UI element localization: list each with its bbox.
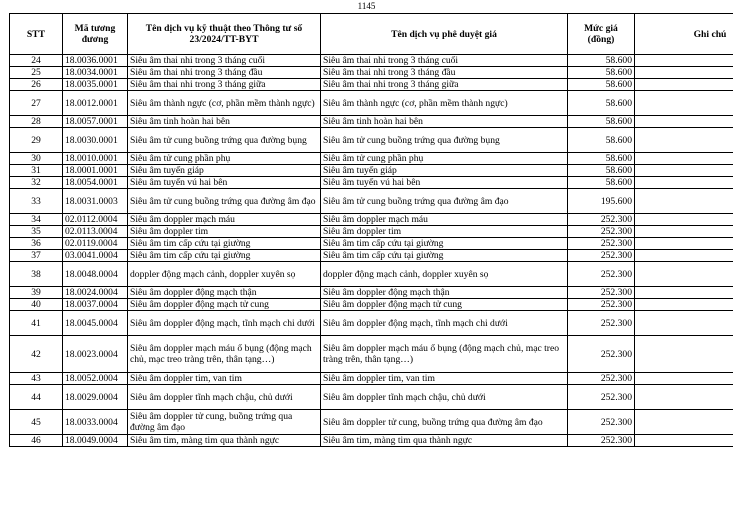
cell-service-name: Siêu âm doppler mạch máu ổ bụng (động mạch chủ, mạc treo tràng trên, thân tạng…): [128, 336, 321, 373]
cell-price: 252.300: [568, 311, 635, 336]
cell-approved-name: Siêu âm tinh hoàn hai bên: [321, 116, 568, 128]
header-code: Mã tương đương: [63, 14, 128, 55]
cell-stt: 27: [10, 91, 63, 116]
cell-code: 18.0052.0004: [63, 373, 128, 385]
cell-service-name: Siêu âm tinh hoàn hai bên: [128, 116, 321, 128]
table-row: [10, 128, 733, 153]
cell-price: 252.300: [568, 435, 635, 447]
table-row: [10, 385, 733, 410]
cell-price: 58.600: [568, 55, 635, 67]
cell-service-name: Siêu âm doppler mạch máu: [128, 214, 321, 226]
cell-code: 18.0030.0001: [63, 128, 128, 153]
cell-service-name: Siêu âm tim cấp cứu tại giường: [128, 238, 321, 250]
cell-note: [635, 262, 733, 287]
cell-note: [635, 128, 733, 153]
cell-code: 18.0054.0001: [63, 177, 128, 189]
cell-service-name: Siêu âm tim cấp cứu tại giường: [128, 250, 321, 262]
cell-price: 252.300: [568, 262, 635, 287]
table-row: [10, 153, 733, 165]
cell-stt: 38: [10, 262, 63, 287]
page-number: 1145: [357, 1, 376, 11]
cell-approved-name: Siêu âm doppler động mạch thận: [321, 287, 568, 299]
price-table: [9, 13, 733, 447]
cell-price: 252.300: [568, 299, 635, 311]
table-row: [10, 336, 733, 373]
cell-stt: 31: [10, 165, 63, 177]
cell-service-name: Siêu âm tử cung phần phụ: [128, 153, 321, 165]
table-row: [10, 373, 733, 385]
cell-note: [635, 214, 733, 226]
header-service-name: Tên dịch vụ kỹ thuật theo Thông tư số 23/2024/TT-BYT: [128, 14, 321, 55]
cell-approved-name: Siêu âm doppler tim, van tim: [321, 373, 568, 385]
cell-approved-name: Siêu âm tử cung buồng trứng qua đường âm đạo: [321, 189, 568, 214]
cell-approved-name: Siêu âm doppler tĩnh mạch chậu, chủ dưới: [321, 385, 568, 410]
cell-note: [635, 336, 733, 373]
cell-code: 18.0036.0001: [63, 55, 128, 67]
cell-stt: 34: [10, 214, 63, 226]
cell-note: [635, 67, 733, 79]
cell-code: 18.0001.0001: [63, 165, 128, 177]
cell-approved-name: Siêu âm tim cấp cứu tại giường: [321, 238, 568, 250]
cell-service-name: Siêu âm tử cung buồng trứng qua đường bụng: [128, 128, 321, 153]
cell-service-name: Siêu âm thai nhi trong 3 tháng đầu: [128, 67, 321, 79]
cell-price: 252.300: [568, 238, 635, 250]
cell-note: [635, 79, 733, 91]
cell-approved-name: Siêu âm tử cung buồng trứng qua đường bụng: [321, 128, 568, 153]
cell-approved-name: Siêu âm thành ngực (cơ, phần mềm thành ngực): [321, 91, 568, 116]
cell-code: 03.0041.0004: [63, 250, 128, 262]
cell-price: 58.600: [568, 177, 635, 189]
cell-note: [635, 311, 733, 336]
cell-approved-name: Siêu âm doppler động mạch tử cung: [321, 299, 568, 311]
cell-approved-name: Siêu âm tim, màng tim qua thành ngực: [321, 435, 568, 447]
cell-stt: 44: [10, 385, 63, 410]
cell-stt: 42: [10, 336, 63, 373]
table-row: [10, 250, 733, 262]
table-body: [10, 55, 733, 447]
cell-service-name: Siêu âm doppler tim, van tim: [128, 373, 321, 385]
header-note: Ghi chú: [635, 14, 733, 55]
table-row: [10, 435, 733, 447]
cell-note: [635, 55, 733, 67]
cell-stt: 26: [10, 79, 63, 91]
cell-service-name: Siêu âm doppler tĩnh mạch chậu, chủ dưới: [128, 385, 321, 410]
cell-note: [635, 385, 733, 410]
cell-note: [635, 373, 733, 385]
cell-note: [635, 91, 733, 116]
cell-price: 252.300: [568, 336, 635, 373]
cell-approved-name: Siêu âm thai nhi trong 3 tháng đầu: [321, 67, 568, 79]
cell-price: 252.300: [568, 250, 635, 262]
table-row: [10, 91, 733, 116]
cell-code: 18.0034.0001: [63, 67, 128, 79]
cell-code: 02.0112.0004: [63, 214, 128, 226]
table-row: [10, 299, 733, 311]
cell-stt: 37: [10, 250, 63, 262]
table-header-row: [10, 14, 733, 55]
cell-code: 18.0029.0004: [63, 385, 128, 410]
cell-stt: 43: [10, 373, 63, 385]
cell-approved-name: Siêu âm doppler mạch máu: [321, 214, 568, 226]
cell-note: [635, 287, 733, 299]
cell-note: [635, 165, 733, 177]
cell-code: 18.0033.0004: [63, 410, 128, 435]
cell-stt: 46: [10, 435, 63, 447]
table-row: [10, 287, 733, 299]
cell-approved-name: Siêu âm thai nhi trong 3 tháng giữa: [321, 79, 568, 91]
cell-service-name: Siêu âm tuyến giáp: [128, 165, 321, 177]
cell-code: 18.0031.0003: [63, 189, 128, 214]
cell-price: 252.300: [568, 385, 635, 410]
cell-approved-name: Siêu âm doppler tim: [321, 226, 568, 238]
cell-code: 18.0049.0004: [63, 435, 128, 447]
cell-stt: 39: [10, 287, 63, 299]
table-row: [10, 311, 733, 336]
cell-price: 58.600: [568, 67, 635, 79]
cell-service-name: Siêu âm doppler động mạch, tĩnh mạch chi dưới: [128, 311, 321, 336]
cell-price: 252.300: [568, 410, 635, 435]
table-row: [10, 67, 733, 79]
cell-approved-name: Siêu âm tim cấp cứu tại giường: [321, 250, 568, 262]
cell-approved-name: doppler động mạch cảnh, doppler xuyên sọ: [321, 262, 568, 287]
cell-approved-name: Siêu âm doppler động mạch, tĩnh mạch chi dưới: [321, 311, 568, 336]
cell-service-name: Siêu âm tim, màng tim qua thành ngực: [128, 435, 321, 447]
cell-service-name: Siêu âm doppler tử cung, buồng trứng qua đường âm đạo: [128, 410, 321, 435]
table-row: [10, 79, 733, 91]
cell-note: [635, 238, 733, 250]
cell-code: 02.0113.0004: [63, 226, 128, 238]
cell-note: [635, 177, 733, 189]
cell-note: [635, 226, 733, 238]
cell-code: 18.0045.0004: [63, 311, 128, 336]
cell-approved-name: Siêu âm doppler mạch máu ổ bụng (động mạch chủ, mạc treo tràng trên, thân tạng…): [321, 336, 568, 373]
cell-code: 18.0024.0004: [63, 287, 128, 299]
cell-service-name: doppler động mạch cảnh, doppler xuyên sọ: [128, 262, 321, 287]
cell-approved-name: Siêu âm doppler tử cung, buồng trứng qua đường âm đạo: [321, 410, 568, 435]
cell-code: 18.0057.0001: [63, 116, 128, 128]
header-price: Mức giá (đồng): [568, 14, 635, 55]
cell-note: [635, 299, 733, 311]
cell-code: 18.0012.0001: [63, 91, 128, 116]
cell-code: 18.0010.0001: [63, 153, 128, 165]
cell-price: 58.600: [568, 79, 635, 91]
cell-stt: 36: [10, 238, 63, 250]
table-row: [10, 189, 733, 214]
cell-price: 252.300: [568, 214, 635, 226]
cell-service-name: Siêu âm doppler động mạch tử cung: [128, 299, 321, 311]
table-row: [10, 116, 733, 128]
table-row: [10, 238, 733, 250]
table-row: [10, 177, 733, 189]
cell-note: [635, 410, 733, 435]
cell-service-name: Siêu âm thành ngực (cơ, phần mềm thành ngực): [128, 91, 321, 116]
cell-service-name: Siêu âm thai nhi trong 3 tháng giữa: [128, 79, 321, 91]
table-row: [10, 262, 733, 287]
cell-stt: 25: [10, 67, 63, 79]
cell-note: [635, 189, 733, 214]
cell-price: 252.300: [568, 373, 635, 385]
table-row: [10, 55, 733, 67]
header-approved-name: Tên dịch vụ phê duyệt giá: [321, 14, 568, 55]
cell-price: 252.300: [568, 226, 635, 238]
cell-stt: 24: [10, 55, 63, 67]
cell-stt: 40: [10, 299, 63, 311]
cell-approved-name: Siêu âm tuyến vú hai bên: [321, 177, 568, 189]
cell-note: [635, 153, 733, 165]
cell-approved-name: Siêu âm thai nhi trong 3 tháng cuối: [321, 55, 568, 67]
cell-approved-name: Siêu âm tử cung phần phụ: [321, 153, 568, 165]
cell-stt: 30: [10, 153, 63, 165]
cell-stt: 29: [10, 128, 63, 153]
cell-service-name: Siêu âm thai nhi trong 3 tháng cuối: [128, 55, 321, 67]
cell-price: 195.600: [568, 189, 635, 214]
table-row: [10, 226, 733, 238]
header-stt: STT: [10, 14, 63, 55]
cell-stt: 33: [10, 189, 63, 214]
table-row: [10, 214, 733, 226]
table-row: [10, 165, 733, 177]
cell-code: 18.0035.0001: [63, 79, 128, 91]
cell-price: 58.600: [568, 116, 635, 128]
cell-code: 18.0023.0004: [63, 336, 128, 373]
cell-code: 02.0119.0004: [63, 238, 128, 250]
cell-price: 58.600: [568, 128, 635, 153]
cell-stt: 41: [10, 311, 63, 336]
cell-service-name: Siêu âm doppler động mạch thận: [128, 287, 321, 299]
cell-note: [635, 435, 733, 447]
cell-approved-name: Siêu âm tuyến giáp: [321, 165, 568, 177]
cell-stt: 32: [10, 177, 63, 189]
cell-code: 18.0037.0004: [63, 299, 128, 311]
cell-price: 252.300: [568, 287, 635, 299]
cell-price: 58.600: [568, 165, 635, 177]
cell-service-name: Siêu âm tử cung buồng trứng qua đường âm đạo: [128, 189, 321, 214]
cell-service-name: Siêu âm tuyến vú hai bên: [128, 177, 321, 189]
cell-stt: 28: [10, 116, 63, 128]
cell-note: [635, 250, 733, 262]
cell-service-name: Siêu âm doppler tim: [128, 226, 321, 238]
cell-price: 58.600: [568, 153, 635, 165]
table-row: [10, 410, 733, 435]
cell-code: 18.0048.0004: [63, 262, 128, 287]
cell-note: [635, 116, 733, 128]
cell-price: 58.600: [568, 91, 635, 116]
cell-stt: 35: [10, 226, 63, 238]
cell-stt: 45: [10, 410, 63, 435]
